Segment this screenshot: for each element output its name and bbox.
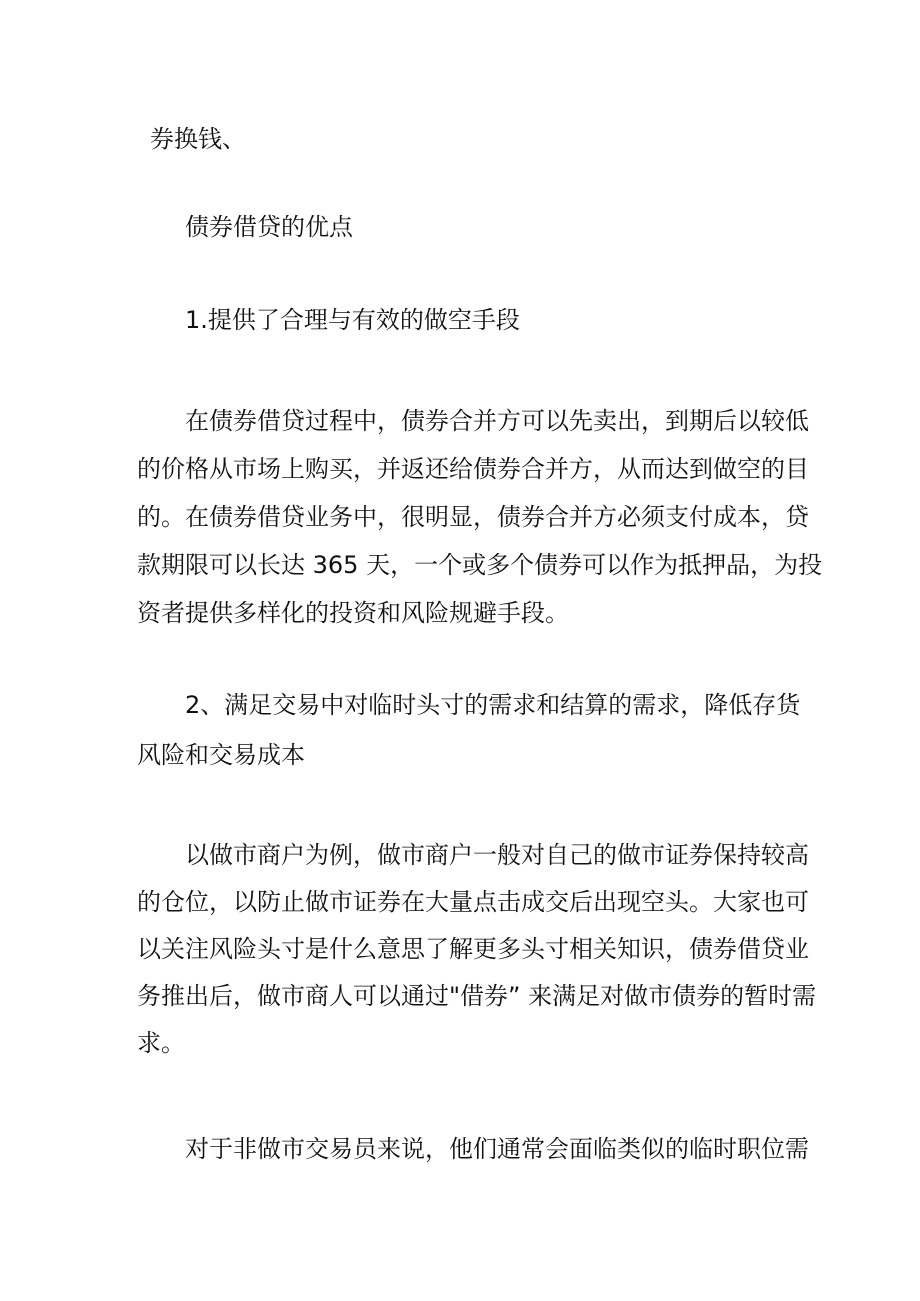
text-line: 的价格从市场上购买，并返还给债券合并方，从而达到做空的目 xyxy=(137,455,809,483)
section-heading: 1.提供了合理与有效的做空手段 xyxy=(185,306,520,334)
text-line: 以关注风险头寸是什么意思了解更多头寸相关知识，债券借贷业 xyxy=(137,935,809,963)
section-heading: 债券借贷的优点 xyxy=(185,213,353,241)
section-heading: 2、满足交易中对临时头寸的需求和结算的需求，降低存货 xyxy=(185,691,801,719)
text-line: 求。 xyxy=(137,1029,185,1057)
text-line: 务推出后，做市商人可以通过"借券” 来满足对做市债券的暂时需 xyxy=(137,982,817,1010)
text-line: 在债券借贷过程中，债券合并方可以先卖出，到期后以较低 xyxy=(185,407,809,435)
text-line: 对于非做市交易员来说，他们通常会面临类似的临时职位需 xyxy=(185,1135,809,1163)
section-heading: 风险和交易成本 xyxy=(137,741,305,769)
text-line: 券换钱、 xyxy=(150,125,246,153)
text-line: 资者提供多样化的投资和风险规避手段。 xyxy=(137,599,569,627)
text-line: 款期限可以长达 365 天，一个或多个债券可以作为抵押品，为投 xyxy=(137,551,823,579)
text-line: 的仓位，以防止做市证券在大量点击成交后出现空头。大家也可 xyxy=(137,888,809,916)
text-line: 以做市商户为例，做市商户一般对自己的做市证券保持较高 xyxy=(185,841,809,869)
text-line: 的。在债券借贷业务中，很明显，债券合并方必须支付成本，贷 xyxy=(137,503,809,531)
